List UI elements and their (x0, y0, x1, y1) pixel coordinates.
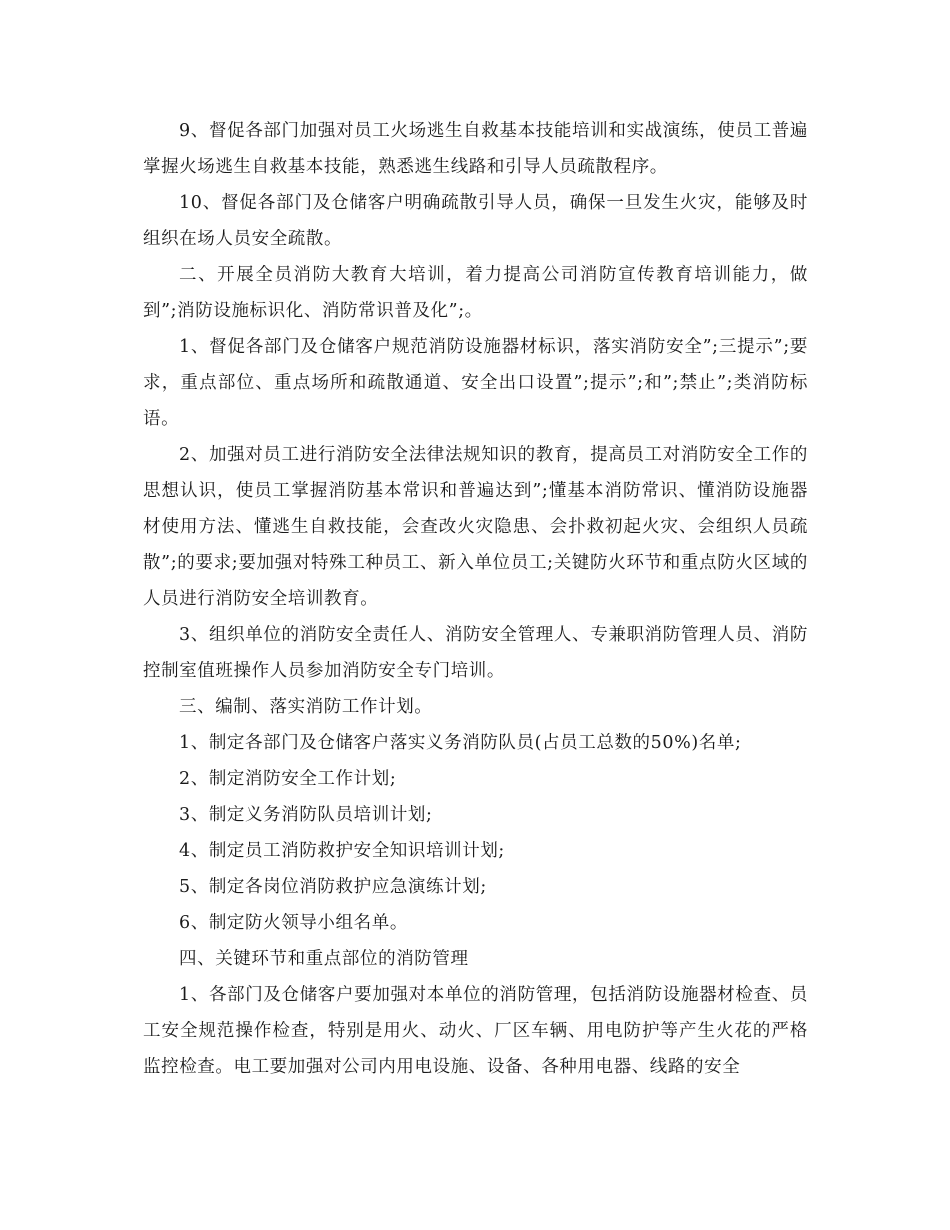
paragraph-2-1: 1、督促各部门及仓储客户规范消防设施器材标识，落实消防安全”;三提示”;要求，重点部位、重点场所和疏散通道、安全出口设置”;提示”;和”;禁止”;类消防标语。 (143, 337, 808, 429)
paragraph-item-10: 10、督促各部门及仓储客户明确疏散引导人员，确保一旦发生火灾，能够及时组织在场人员安全疏散。 (143, 193, 808, 249)
paragraph-2-2: 2、加强对员工进行消防安全法律法规知识的教育，提高员工对消防安全工作的思想认识，使员工掌握消防基本常识和普遍达到”;懂基本消防常识、懂消防设施器材使用方法、懂逃生自救技能，会查改火灾隐患、会扑救初起火灾、会组织人员疏散”;的要求;要加强对特殊工种员工、新入单位员工;关键防火环节和重点防火区域的人员进行消防安全培训教育。 (143, 445, 808, 609)
list-item-3-6: 6、制定防火领导小组名单。 (179, 913, 408, 933)
list-item-3-4: 4、制定员工消防救护安全知识培训计划; (179, 841, 505, 861)
list-item-3-1: 1、制定各部门及仓储客户落实义务消防队员(占员工总数的50%)名单; (179, 733, 742, 753)
list-item-3-2: 2、制定消防安全工作计划; (179, 769, 397, 789)
section-heading-3: 三、编制、落实消防工作计划。 (179, 697, 433, 717)
paragraph-2-3: 3、组织单位的消防安全责任人、消防安全管理人、专兼职消防管理人员、消防控制室值班操作人员参加消防安全专门培训。 (143, 625, 808, 681)
section-heading-4: 四、关键环节和重点部位的消防管理 (179, 949, 469, 969)
section-heading-2: 二、开展全员消防大教育大培训，着力提高公司消防宣传教育培训能力，做到”;消防设施标识化、消防常识普及化”;。 (143, 265, 808, 321)
paragraph-item-9: 9、督促各部门加强对员工火场逃生自救基本技能培训和实战演练，使员工普遍掌握火场逃生自救基本技能，熟悉逃生线路和引导人员疏散程序。 (143, 121, 808, 177)
list-item-3-3: 3、制定义务消防队员培训计划; (179, 805, 433, 825)
list-item-3-5: 5、制定各岗位消防救护应急演练计划; (179, 877, 487, 897)
paragraph-4-1: 1、各部门及仓储客户要加强对本单位的消防管理，包括消防设施器材检查、员工安全规范操作检查，特别是用火、动火、厂区车辆、用电防护等产生火花的严格监控检查。电工要加强对公司内用电设施、设备、各种用电器、线路的安全 (143, 985, 808, 1077)
document-body (143, 113, 808, 1085)
